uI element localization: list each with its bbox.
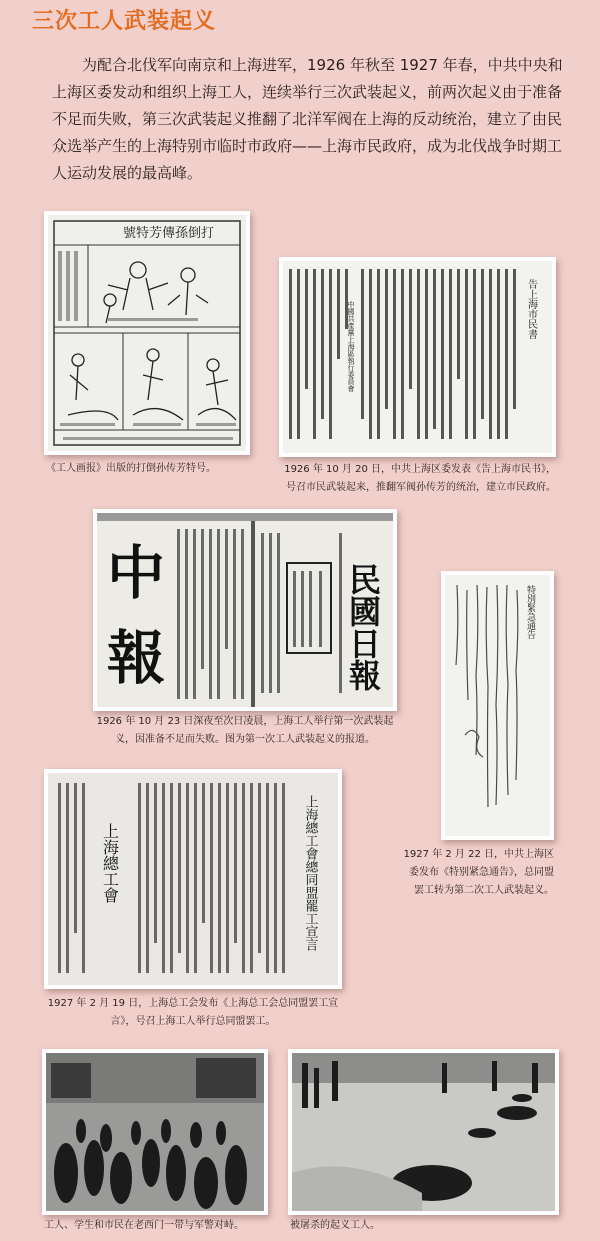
union-name: 上海總工會 (100, 823, 120, 903)
caption-strike-declaration: 1927 年 2 月 19 日，上海总工会发布《上海总工会总同盟罢工宣言》，号召上海工人举行总同盟罢工。 (47, 998, 339, 1027)
workers-pictorial-special-issue-image (44, 211, 250, 455)
special-emergency-notice-image (441, 571, 554, 840)
caption-newspaper: 1926 年 10 月 23 日深夜至次日凌晨，上海工人举行第一次武装起义，因准备不足而失败。图为第一次工人武装起义的报道。 (96, 716, 394, 745)
letter-signatory: 中國共產黨上海區執行委員會 (347, 301, 355, 392)
caption-crowd-standoff: 工人、学生和市民在老西门一带与军警对峙。 (44, 1220, 244, 1231)
caption-pictorial: 《工人画报》出版的打倒孙传芳特号。 (46, 463, 216, 474)
general-strike-declaration-image (44, 769, 342, 989)
caption-massacred-workers: 被屠杀的起义工人。 (290, 1220, 380, 1231)
special-issue-heading: 號特芳傳孫倒打 (123, 226, 215, 241)
page-title: 三次工人武装起义 (32, 9, 217, 34)
crowd-standoff-photo (42, 1049, 268, 1215)
caption-emergency-notice: 1927 年 2 月 22 日，中共上海区委发布《特别紧急通告》，总同盟罢工转为第二次工人武装起义。 (403, 849, 554, 896)
declaration-title: 上海總工會總同盟罷工宣言 (302, 795, 318, 951)
newspaper-reports-image (93, 509, 397, 711)
notice-title: 特別緊急通告 (525, 585, 535, 639)
letter-to-citizens-image (279, 257, 556, 457)
caption-letter: 1926 年 10 月 20 日，中共上海区委发表《告上海市民书》，号召市民武装起来，推翻军阀孙传芳的统治，建立市民政府。 (284, 464, 556, 493)
shenbao-masthead-char-2: 報 (107, 624, 166, 692)
intro-paragraph: 为配合北伐军向南京和上海进军，1926 年秋至 1927 年春，中共中央和上海区委发动和组织上海工人，连续举行三次武装起义，前两次起义由于准备不足而失败，第三次武装起义推翻了北洋军阀在上海的反动统治，建立了由民众选举产生的上海特别市临时市政府——上海市民政府，成为北伐战争时期工人运动发展的最高峰。 (52, 56, 563, 182)
massacred-workers-photo (288, 1049, 559, 1215)
minguo-ribao-masthead: 民國日報 (344, 563, 382, 691)
shenbao-masthead-char-1: 中 (107, 539, 166, 607)
letter-title: 告上海市民書 (525, 279, 537, 339)
